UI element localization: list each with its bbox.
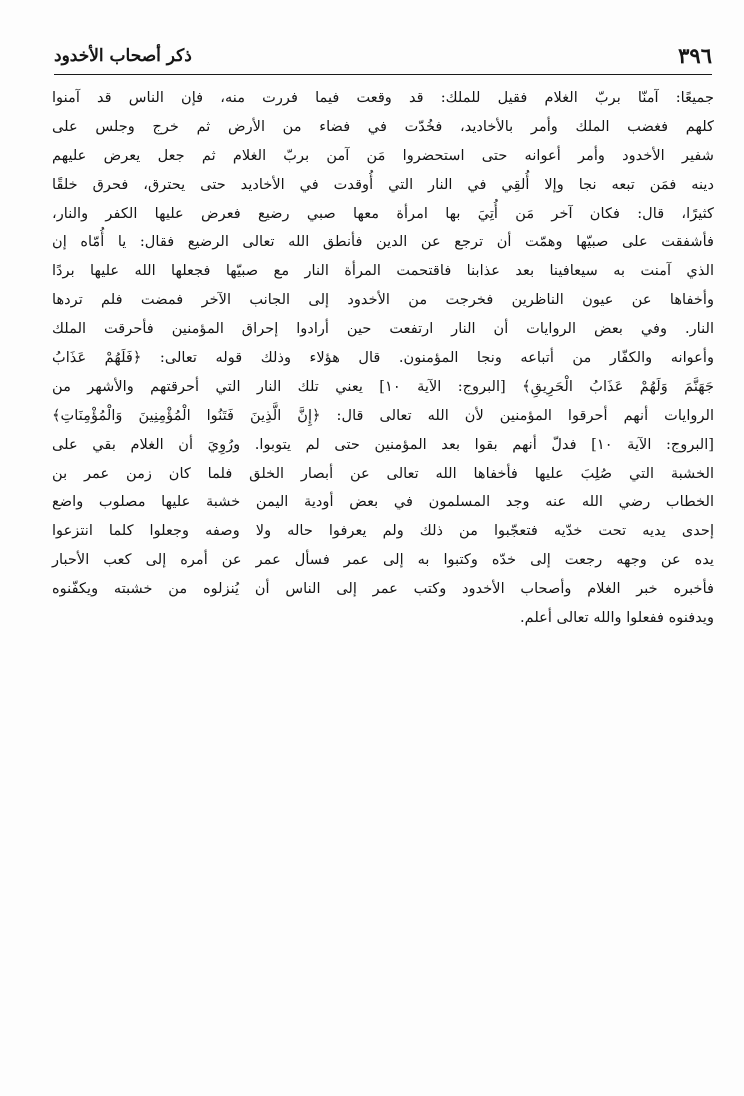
text-line: شفير الأخدود وأمر أعوانه حتى استحضروا مَن آمن بربّ الغلام ثم جعل يعرض عليهم — [52, 146, 714, 164]
text-line: دينه فمَن تبعه نجا وإلا أُلقِي في النار التي أُوقدت في الأخاديد حتى يحترق، فحرق خلقًا — [52, 175, 714, 193]
text-line: النار. وفي بعض الروايات أن النار ارتفعت حين أرادوا إحراق المؤمنين فأحرقت الملك — [52, 320, 714, 338]
text-line: الخطاب رضي الله عنه وجد المسلمون في بعض أودية اليمن خشبة عليها مصلوب واضع — [52, 493, 714, 511]
text-line: وأعوانه والكفّار من أتباعه ونجا المؤمنون. قال هؤلاء وذلك قوله تعالى: ﴿فَلَهُمْ عَذَابُ — [52, 349, 714, 367]
text-line: كثيرًا، قال: فكان آخر مَن أُتِيَ بها امرأة معها صبي رضيع فعرض عليها الكفر والنار، — [52, 204, 714, 222]
running-title: ذكر أصحاب الأخدود — [54, 46, 192, 66]
text-line: كلهم فغضب الملك وأمر بالأخاديد، فخُدّت في فضاء من الأرض ثم خرج وجلس على — [52, 117, 714, 135]
text-line: يده عن وجهه رجعت إلى خدّه وكتبوا به إلى عمر فسأل عمر عن أمره إلى كعب الأحبار — [52, 551, 714, 569]
text-line: جَهَنَّمَ وَلَهُمْ عَذَابُ الْحَرِيقِ﴾ [البروج: الآية ١٠] يعني تلك النار التي أحرقتهم والأشهر من — [52, 377, 714, 395]
text-line: [البروج: الآية ١٠] فدلّ أنهم بقوا بعد المؤمنين حتى لم يتوبوا. ورُوِيَ أن الغلام بقي على — [52, 435, 714, 453]
text-line: جميعًا: آمنّا بربّ الغلام فقيل للملك: قد وقعت فيما فررت منه، فإن الناس قد آمنوا — [52, 89, 714, 106]
text-line: الذي آمنت به سيعافينا بعد عذابنا فاقتحمت المرأة النار مع صبيّها فجعلها الله عليها بردًا — [52, 262, 714, 280]
text-line: إحدى يديه تحت خدّيه فتعجّبوا من ذلك ولم يعرفوا حاله ولا وصفه وجعلوا كلما انتزعوا — [52, 522, 714, 540]
body-text — [52, 84, 714, 633]
header-rule — [54, 74, 712, 75]
text-line: ويدفنوه ففعلوا والله تعالى أعلم. — [519, 609, 714, 627]
page-number: ٣٩٦ — [678, 43, 712, 68]
text-line: الخشبة التي صُلِبَ عليها فأخفاها الله تعالى عن أبصار الخلق فلما كان زمن عمر بن — [52, 464, 714, 482]
text-line: الروايات أنهم أحرقوا المؤمنين لأن الله تعالى قال: ﴿إِنَّ الَّذِينَ فَتَنُوا الْمُؤْمِنِينَ وَالْمُؤْمِنَاتِ﴾ — [52, 406, 714, 424]
text-line: فأخبره خبر الغلام وأصحاب الأخدود وكتب عمر إلى الناس أن يُنزلوه من خشبته ويكفّنوه — [52, 580, 714, 598]
page-header — [54, 42, 712, 72]
text-line: فأشفقت على صبيّها وهمّت أن ترجع عن الدين فأنطق الله تعالى الرضيع فقال: يا أُمّاه إن — [52, 233, 714, 251]
text-line: وأخفاها عن عيون الناظرين فخرجت من الأخدود إلى الجانب الآخر فمضت فلم تردها — [52, 291, 714, 309]
